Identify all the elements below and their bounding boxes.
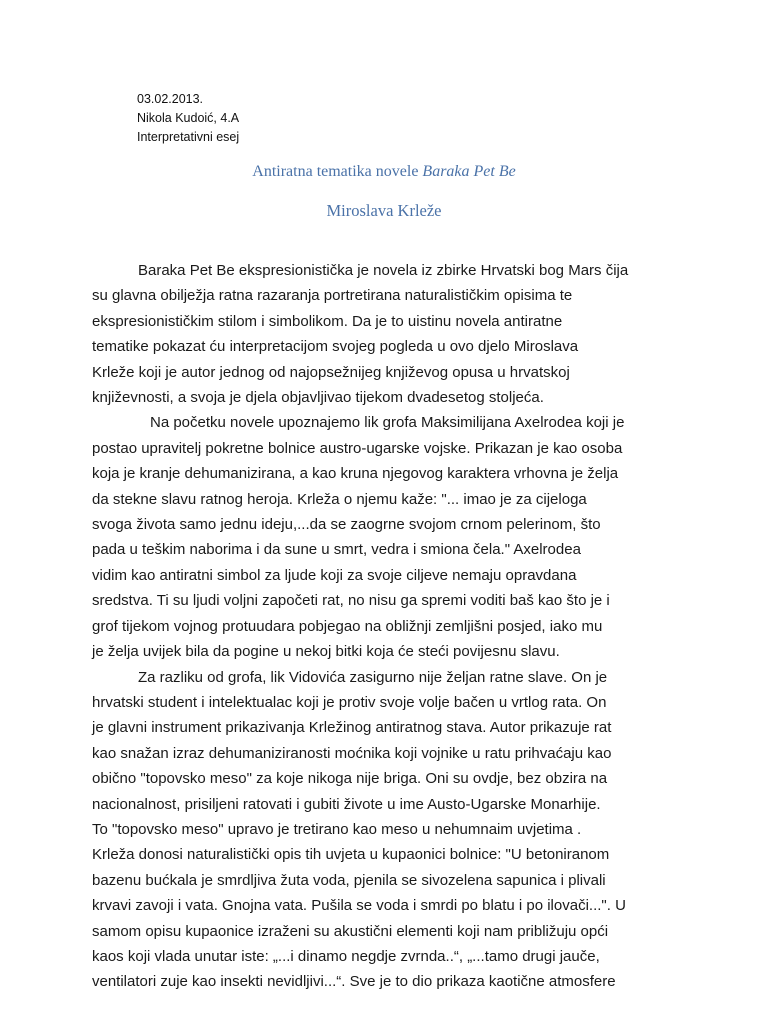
text-line: bazenu bućkala je smrdljiva žuta voda, pjenila se sivozelena sapunica i plivali (92, 871, 606, 889)
text-line: svoga života samo jednu ideju,...da se zaogrne svojom crnom pelerinom, što (92, 516, 601, 534)
text-line: sredstva. Ti su ljudi voljni započeti rat, no nisu ga spremi voditi baš kao što je i (92, 592, 610, 610)
text-line: je glavni instrument prikazivanja Krležinog antiratnog stava. Autor prikazuje rat (92, 719, 612, 737)
essay-body (92, 258, 682, 995)
text-line: obično "topovsko meso" za koje nikoga nije briga. Oni su ovdje, bez obzira na (92, 770, 608, 788)
text-line: samom opisu kupaonice izraženi su akustični elementi koji nam približuju opći (92, 922, 609, 940)
text-line: Na početku novele upoznajemo lik grofa Maksimilijana Axelrodea koji je (150, 414, 625, 432)
text-line: Za razliku od grofa, lik Vidovića zasigurno nije željan ratne slave. On je (138, 668, 608, 686)
text-line: koja je kranje dehumanizirana, a kao kruna njegovog karaktera vrhovna je želja (92, 465, 619, 483)
document-date: 03.02.2013. (137, 92, 204, 106)
document-header (137, 90, 239, 147)
author-name: Nikola Kudoić, 4.A (137, 111, 240, 125)
text-line: grof tijekom vojnog protuudara pobjegao na obližnji zemljišni posjed, iako mu (92, 617, 603, 635)
text-line: Krleže koji je autor jednog od najopsežnijeg književog opusa u hrvatskoj (92, 363, 570, 381)
text-line: To "topovsko meso" upravo je tretirano kao meso u nehumnaim uvjetima . (92, 820, 582, 838)
text-line: tematike pokazat ću interpretacijom svojeg pogleda u ovo djelo Miroslava (92, 338, 579, 356)
essay-title (0, 163, 768, 181)
essay-title-prefix: Antiratna tematika novele (252, 163, 423, 180)
text-line: pada u teškim naborima i da sune u smrt, vedra i smiona čela." Axelrodea (92, 541, 581, 559)
essay-subtitle: Miroslava Krleže (326, 201, 442, 220)
text-line: nacionalnost, prisiljeni ratovati i gubiti živote u ime Austo-Ugarske Monarhije. (92, 795, 601, 813)
text-line: ventilatori zuje kao insekti nevidljivi...“. Sve je to dio prikaza kaotične atmosfere (92, 973, 616, 991)
text-line: Krleža donosi naturalistički opis tih uvjeta u kupaonici bolnice: "U betoniranom (92, 846, 610, 864)
text-line: kao snažan izraz dehumaniziranosti moćnika koji vojnike u ratu prihvaćaju kao (92, 744, 612, 762)
text-line: Baraka Pet Be ekspresionistička je novela iz zbirke Hrvatski bog Mars čija (138, 262, 629, 279)
text-line: književnosti, a svoja je djela objavljivao tijekom dvadesetog stoljeća. (92, 389, 544, 407)
text-line: hrvatski student i intelektualac koji je protiv svoje volje bačen u vrtlog rata. On (92, 693, 607, 711)
document-genre: Interpretativni esej (137, 130, 240, 144)
novel-title: Baraka Pet Be (422, 163, 516, 180)
text-line: postao upravitelj pokretne bolnice austro-ugarske vojske. Prikazan je kao osoba (92, 439, 623, 457)
text-line: da stekne slavu ratnog heroja. Krleža o njemu kaže: "... imao je za cijeloga (92, 490, 587, 508)
text-line: kaos koji vlada unutar iste: „...i dinamo negdje zvrnda..“, „...tamo drugi jauče, (92, 947, 600, 965)
text-line: krvavi zavoji i vata. Gnojna vata. Pušila se voda i smrdi po blatu i po ilovači...". U (92, 897, 626, 915)
text-line: su glavna obilježja ratna razaranja portretirana naturalističkim opisima te (92, 287, 573, 305)
text-line: vidim kao antiratni simbol za ljude koji za svoje ciljeve nemaju opravdana (92, 566, 577, 584)
text-line: ekspresionističkim stilom i simbolikom. Da je to uistinu novela antiratne (92, 312, 563, 330)
text-line: je želja uvijek bila da pogine u nekoj bitki koja će steći povijesnu slavu. (92, 643, 560, 661)
